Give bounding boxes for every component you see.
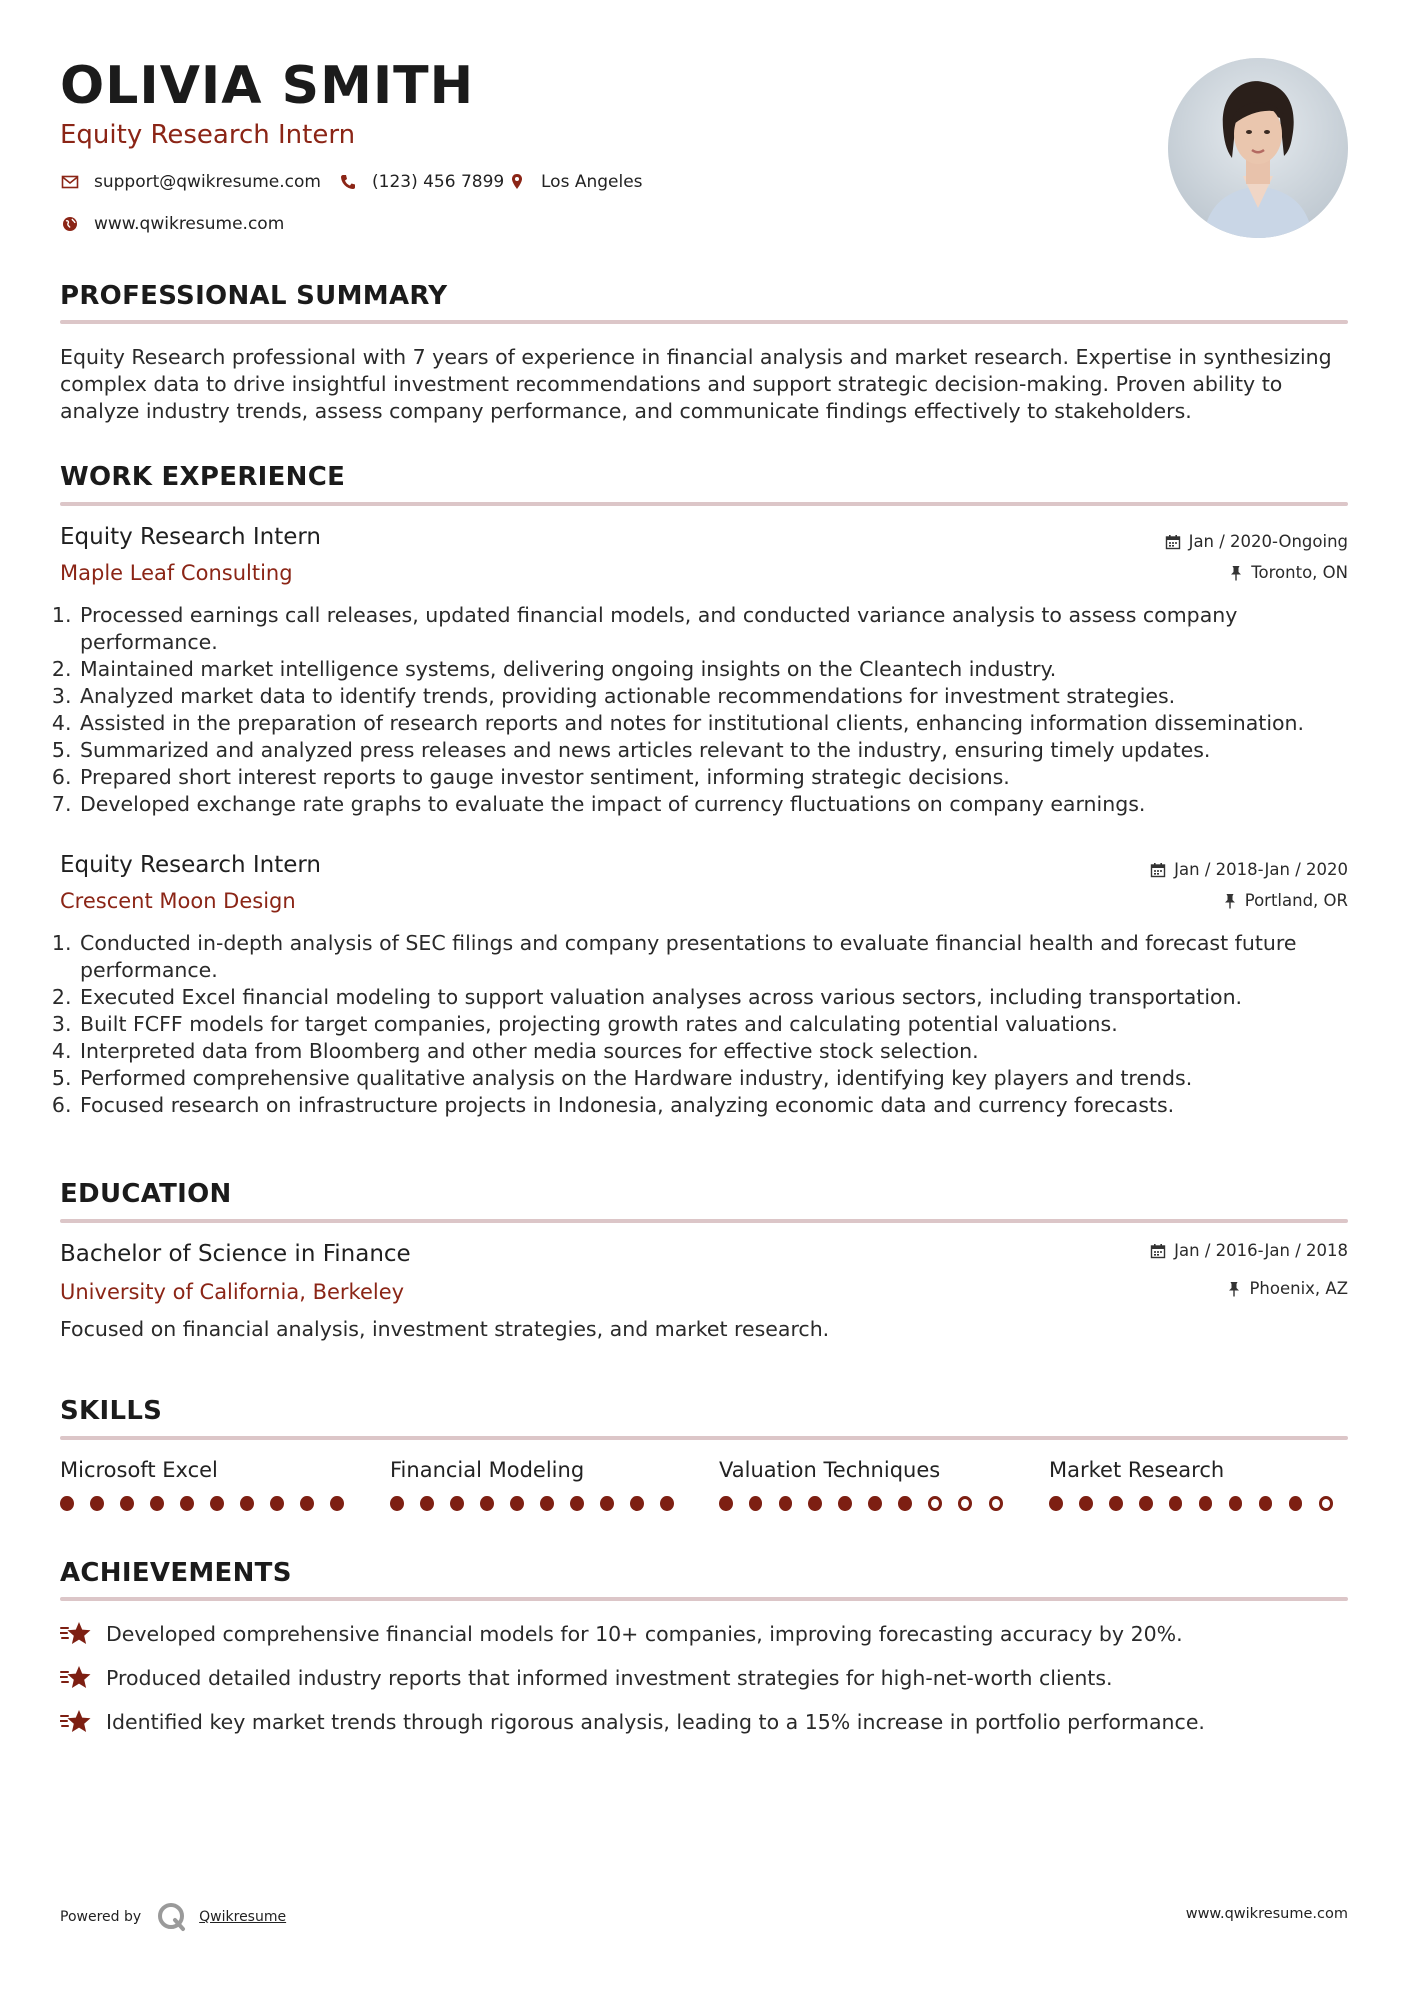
- map-pin-icon: [507, 172, 527, 192]
- contact-website[interactable]: [60, 214, 284, 234]
- rating-dot-filled: [510, 1496, 524, 1511]
- job-location-text: Toronto, ON: [1251, 563, 1348, 582]
- list-item: 3. Built FCFF models for target companies, projecting growth rates and calculating potential valuations.: [78, 1011, 1368, 1038]
- experience-heading: WORK EXPERIENCE: [60, 462, 346, 492]
- rating-dot-filled: [180, 1496, 194, 1511]
- rating-dot-filled: [1289, 1496, 1303, 1511]
- rating-dot-filled: [1139, 1496, 1153, 1511]
- candidate-title: Equity Research Intern: [60, 120, 356, 150]
- job-company: Crescent Moon Design: [60, 889, 296, 913]
- degree-title: Bachelor of Science in Finance: [60, 1241, 411, 1267]
- rating-dot-filled: [779, 1496, 793, 1511]
- job-dates: [1165, 532, 1348, 551]
- star-award-icon: [60, 1620, 92, 1648]
- skill-item: [719, 1458, 1019, 1511]
- star-award-icon: [60, 1708, 92, 1736]
- skill-rating: [1049, 1496, 1349, 1511]
- education-location-text: Phoenix, AZ: [1249, 1279, 1348, 1298]
- education-dates-text: Jan / 2016-Jan / 2018: [1174, 1241, 1348, 1260]
- school-name: University of California, Berkeley: [60, 1280, 405, 1304]
- rating-dot-filled: [1259, 1496, 1273, 1511]
- phone-icon: [338, 172, 358, 192]
- list-item: 7. Developed exchange rate graphs to evaluate the impact of currency fluctuations on company earnings.: [78, 791, 1368, 818]
- list-item: 1. Conducted in-depth analysis of SEC filings and company presentations to evaluate financial health and forecast future performance.: [78, 930, 1368, 984]
- rating-dot-filled: [570, 1496, 584, 1511]
- list-item: 3. Analyzed market data to identify trends, providing actionable recommendations for investment strategies.: [78, 683, 1368, 710]
- star-award-icon: [60, 1664, 92, 1692]
- rating-dot-empty: [989, 1496, 1003, 1511]
- rating-dot-empty: [1319, 1496, 1333, 1511]
- skill-rating: [60, 1496, 360, 1511]
- rating-dot-filled: [420, 1496, 434, 1511]
- job-company: Maple Leaf Consulting: [60, 561, 293, 585]
- rating-dot-filled: [660, 1496, 674, 1511]
- list-item: 4. Interpreted data from Bloomberg and other media sources for effective stock selection.: [78, 1038, 1368, 1065]
- rating-dot-filled: [838, 1496, 852, 1511]
- rating-dot-filled: [1169, 1496, 1183, 1511]
- job-bullets: [60, 930, 1368, 1119]
- achievement-text: Developed comprehensive financial models for 10+ companies, improving forecasting accuracy by 20%.: [106, 1622, 1183, 1646]
- achievement-text: Identified key market trends through rigorous analysis, leading to a 15% increase in portfolio performance.: [106, 1710, 1205, 1734]
- rating-dot-filled: [898, 1496, 912, 1511]
- section-divider: [60, 1436, 1348, 1440]
- section-divider: [60, 502, 1348, 506]
- pushpin-icon: [1223, 893, 1237, 909]
- rating-dot-filled: [480, 1496, 494, 1511]
- pushpin-icon: [1227, 1281, 1241, 1297]
- brand-link[interactable]: Qwikresume: [199, 1909, 287, 1925]
- rating-dot-filled: [60, 1496, 74, 1511]
- rating-dot-filled: [1049, 1496, 1063, 1511]
- candidate-name: OLIVIA SMITH: [60, 56, 475, 116]
- list-item: 6. Focused research on infrastructure projects in Indonesia, analyzing economic data and currency forecasts.: [78, 1092, 1368, 1119]
- rating-dot-filled: [240, 1496, 254, 1511]
- skill-rating: [390, 1496, 690, 1511]
- achievement-text: Produced detailed industry reports that informed investment strategies for high-net-worth clients.: [106, 1666, 1113, 1690]
- rating-dot-empty: [928, 1496, 942, 1511]
- rating-dot-filled: [1079, 1496, 1093, 1511]
- rating-dot-filled: [150, 1496, 164, 1511]
- achievement-item: [60, 1708, 1205, 1736]
- rating-dot-filled: [1199, 1496, 1213, 1511]
- rating-dot-filled: [868, 1496, 882, 1511]
- job-dates-text: Jan / 2018-Jan / 2020: [1174, 860, 1348, 879]
- footer-website[interactable]: www.qwikresume.com: [1185, 1906, 1348, 1922]
- skill-item: [390, 1458, 690, 1511]
- website-text: www.qwikresume.com: [94, 214, 285, 234]
- rating-dot-filled: [330, 1496, 344, 1511]
- contact-location: [507, 172, 643, 192]
- calendar-icon: [1165, 534, 1181, 550]
- job-dates: [1150, 860, 1348, 879]
- footer-powered-by: [60, 1900, 286, 1934]
- education-description: Focused on financial analysis, investment strategies, and market research.: [60, 1317, 830, 1341]
- pushpin-icon: [1229, 565, 1243, 581]
- contact-phone[interactable]: [338, 172, 504, 192]
- skill-item: [1049, 1458, 1349, 1511]
- achievement-item: [60, 1664, 1113, 1692]
- summary-heading: PROFESSIONAL SUMMARY: [60, 281, 448, 311]
- envelope-icon: [60, 172, 80, 192]
- calendar-icon: [1150, 862, 1166, 878]
- profile-photo: [1168, 58, 1348, 238]
- skills-heading: SKILLS: [60, 1396, 163, 1426]
- list-item: 6. Prepared short interest reports to gauge investor sentiment, informing strategic decisions.: [78, 764, 1368, 791]
- phone-text: (123) 456 7899: [372, 172, 505, 192]
- rating-dot-filled: [808, 1496, 822, 1511]
- job-dates-text: Jan / 2020-Ongoing: [1188, 532, 1348, 551]
- education-heading: EDUCATION: [60, 1179, 232, 1209]
- contact-email[interactable]: [60, 172, 321, 192]
- skill-name: Microsoft Excel: [60, 1458, 218, 1482]
- globe-icon: [60, 214, 80, 234]
- section-divider: [60, 1219, 1348, 1223]
- skill-name: Financial Modeling: [390, 1458, 585, 1482]
- job-title: Equity Research Intern: [60, 852, 322, 878]
- calendar-icon: [1150, 1243, 1166, 1259]
- skill-item: [60, 1458, 360, 1511]
- rating-dot-filled: [719, 1496, 733, 1511]
- job-location: [1229, 563, 1348, 582]
- skill-name: Valuation Techniques: [719, 1458, 941, 1482]
- section-divider: [60, 320, 1348, 324]
- rating-dot-filled: [270, 1496, 284, 1511]
- job-location: [1223, 891, 1348, 910]
- list-item: 1. Processed earnings call releases, updated financial models, and conducted variance analysis to assess company performance.: [78, 602, 1368, 656]
- list-item: 2. Executed Excel financial modeling to support valuation analyses across various sectors, including transportation.: [78, 984, 1368, 1011]
- education-location: [1227, 1279, 1348, 1298]
- rating-dot-filled: [540, 1496, 554, 1511]
- rating-dot-filled: [600, 1496, 614, 1511]
- rating-dot-filled: [749, 1496, 763, 1511]
- rating-dot-filled: [210, 1496, 224, 1511]
- email-text: support@qwikresume.com: [94, 172, 321, 192]
- job-title: Equity Research Intern: [60, 524, 322, 550]
- location-text: Los Angeles: [541, 172, 643, 192]
- job-location-text: Portland, OR: [1244, 891, 1348, 910]
- skill-rating: [719, 1496, 1019, 1511]
- rating-dot-filled: [450, 1496, 464, 1511]
- rating-dot-filled: [630, 1496, 644, 1511]
- powered-by-label: Powered by: [60, 1909, 142, 1925]
- achievements-heading: ACHIEVEMENTS: [60, 1558, 292, 1588]
- rating-dot-filled: [300, 1496, 314, 1511]
- rating-dot-filled: [390, 1496, 404, 1511]
- rating-dot-filled: [120, 1496, 134, 1511]
- education-dates: [1150, 1241, 1348, 1260]
- summary-text: Equity Research professional with 7 years of experience in financial analysis and market research. Expertise in synthesizing complex data to drive insightful investment recommendations and support strategic decision-making. Proven ability to analyze industry trends, assess company performance, and communicate findings effectively to stakeholders.: [60, 345, 1332, 423]
- list-item: 2. Maintained market intelligence systems, delivering ongoing insights on the Cleantech industry.: [78, 656, 1368, 683]
- list-item: 5. Performed comprehensive qualitative analysis on the Hardware industry, identifying key players and trends.: [78, 1065, 1368, 1092]
- qwikresume-logo-icon: [155, 1900, 189, 1934]
- job-bullets: [60, 602, 1368, 818]
- skill-name: Market Research: [1049, 1458, 1225, 1482]
- rating-dot-filled: [1109, 1496, 1123, 1511]
- list-item: 4. Assisted in the preparation of research reports and notes for institutional clients, enhancing information dissemination.: [78, 710, 1368, 737]
- rating-dot-empty: [958, 1496, 972, 1511]
- list-item: 5. Summarized and analyzed press releases and news articles relevant to the industry, ensuring timely updates.: [78, 737, 1368, 764]
- rating-dot-filled: [90, 1496, 104, 1511]
- section-divider: [60, 1597, 1348, 1601]
- rating-dot-filled: [1229, 1496, 1243, 1511]
- achievement-item: [60, 1620, 1183, 1648]
